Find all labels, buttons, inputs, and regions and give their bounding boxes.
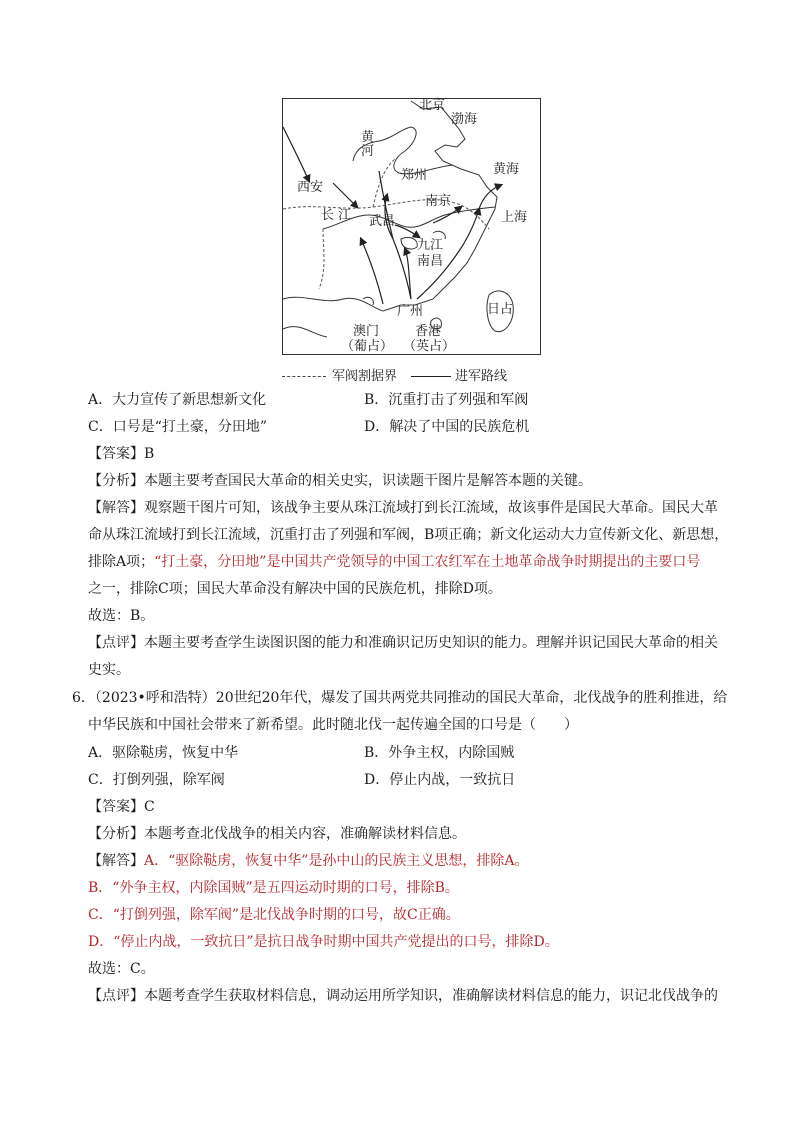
analysis-text: 本题主要考查国民大革命的相关史实，识读题干图片是解答本题的关键。	[144, 473, 592, 489]
q5-analysis	[88, 471, 592, 491]
map-label-guangzhou: 广州	[397, 304, 424, 319]
map-label-beijing: 北京	[419, 98, 446, 113]
q6-comment-line-1	[88, 986, 718, 1006]
map-label-rizhan: 日占	[487, 302, 514, 317]
answer-tag: 【答案】	[88, 799, 144, 815]
solution-tag: 【解答】	[88, 853, 144, 869]
q6-choice: 故选：C。	[88, 961, 155, 977]
map-label-shanghai: 上海	[501, 210, 528, 225]
map-label-yingzhan: （英占）	[403, 339, 456, 354]
q6-stem-line-2: 中华民族和中国社会带来了新希望。此时随北伐一起传遍全国的口号是（ ）	[88, 717, 578, 733]
legend-route: 进军路线	[455, 369, 508, 384]
solution-text: A．“驱除鞑虏，恢复中华”是孙中山的民族主义思想，排除A。	[144, 853, 529, 869]
solution-text: 排除A项；	[88, 554, 155, 570]
q6-solution-c: C．“打倒列强，除军阀”是北伐战争时期的口号，故C正确。	[88, 907, 460, 923]
map-label-nanchang: 南昌	[417, 254, 444, 269]
comment-text: 本题考查学生获取材料信息，调动运用所学知识，准确解读材料信息的能力，识记北伐战争的	[144, 988, 718, 1004]
q5-comment-line-1	[88, 633, 718, 653]
q5-choice: 故选：B。	[88, 608, 155, 624]
q5-option-d: D．解决了中国的民族危机	[364, 419, 530, 435]
q5-solution-line-4: 之一，排除C项；国民大革命没有解决中国的民族危机，排除D项。	[88, 581, 502, 597]
analysis-tag: 【分析】	[88, 473, 144, 489]
map-label-aomen: 澳门	[353, 324, 380, 339]
map-label-changjiang: 长 江	[321, 208, 352, 223]
legend-dash-line	[282, 376, 326, 377]
analysis-tag: 【分析】	[88, 826, 144, 842]
comment-tag: 【点评】	[88, 635, 144, 651]
q6-option-b: B．外争主权，内除国贼	[364, 745, 515, 761]
q6-option-d: D．停止内战，一致抗日	[364, 772, 516, 788]
analysis-text: 本题考查北伐战争的相关内容，准确解读材料信息。	[144, 826, 466, 842]
q6-option-a: A．驱除鞑虏，恢复中华	[88, 745, 239, 761]
map-label-huanghai: 黄海	[493, 162, 520, 177]
q6-option-c: C．打倒列强，除军阀	[88, 772, 225, 788]
q5-solution-line-3	[88, 552, 700, 572]
q6-analysis	[88, 824, 466, 844]
map-label-puzhan: （葡占）	[341, 339, 394, 354]
map-label-zhengzhou: 郑州	[401, 168, 428, 183]
q5-answer	[88, 444, 154, 464]
solution-text-highlight: “打土豪，分田地”是中国共产党领导的中国工农红军在土地革命战争时期提出的主要口号	[154, 554, 701, 570]
answer-tag: 【答案】	[88, 446, 144, 462]
map-label-huang: 黄	[361, 130, 375, 145]
solution-text: 观察题干图片可知，该战争主要从珠江流域打到长江流域，故该事件是国民大革命。国民大革	[144, 500, 718, 516]
q5-option-c: C．口号是“打土豪，分田地”	[88, 419, 268, 435]
comment-text: 本题主要考查学生读图识图的能力和准确识记历史知识的能力。理解并识记国民大革命的相关	[144, 635, 718, 651]
q5-solution-line-2: 命从珠江流域打到长江流域，沉重打击了列强和军阀，B项正确；新文化运动大力宣传新文化、新思想，	[88, 527, 729, 543]
q6-answer	[88, 797, 155, 817]
q6-stem-line-1: 6．（2023•呼和浩特）20世纪20年代，爆发了国共两党共同推动的国民大革命，北伐战争的胜利推进，给	[72, 690, 728, 706]
q6-solution-a	[88, 851, 529, 871]
map-legend	[282, 365, 507, 384]
q5-option-a: A．大力宣传了新思想新文化	[88, 392, 267, 408]
map-label-nanjing: 南京	[425, 194, 452, 209]
q5-solution-line-1	[88, 498, 718, 518]
q5-option-b: B．沉重打击了列强和军阀	[364, 392, 529, 408]
q6-solution-b: B．“外争主权，内除国贼”是五四运动时期的口号，排除B。	[88, 880, 459, 896]
comment-tag: 【点评】	[88, 988, 144, 1004]
solution-tag: 【解答】	[88, 500, 144, 516]
answer-value: C	[144, 799, 155, 815]
map-label-jiujiang: 九江	[417, 238, 444, 253]
northern-expedition-map	[282, 98, 541, 355]
map-label-wuchang: 武昌	[369, 214, 396, 229]
answer-value: B	[144, 446, 155, 462]
legend-solid-line	[411, 376, 451, 377]
q5-comment-line-2: 史实。	[88, 662, 130, 678]
map-label-xianggang: 香港	[415, 324, 442, 339]
map-label-he: 河	[361, 144, 375, 159]
map-label-xian: 西安	[297, 180, 324, 195]
legend-boundary: 军阀割据界	[332, 369, 398, 384]
map-label-bohai: 渤海	[451, 112, 478, 127]
q6-solution-d: D．“停止内战，一致抗日”是抗日战争时期中国共产党提出的口号，排除D。	[88, 934, 559, 950]
